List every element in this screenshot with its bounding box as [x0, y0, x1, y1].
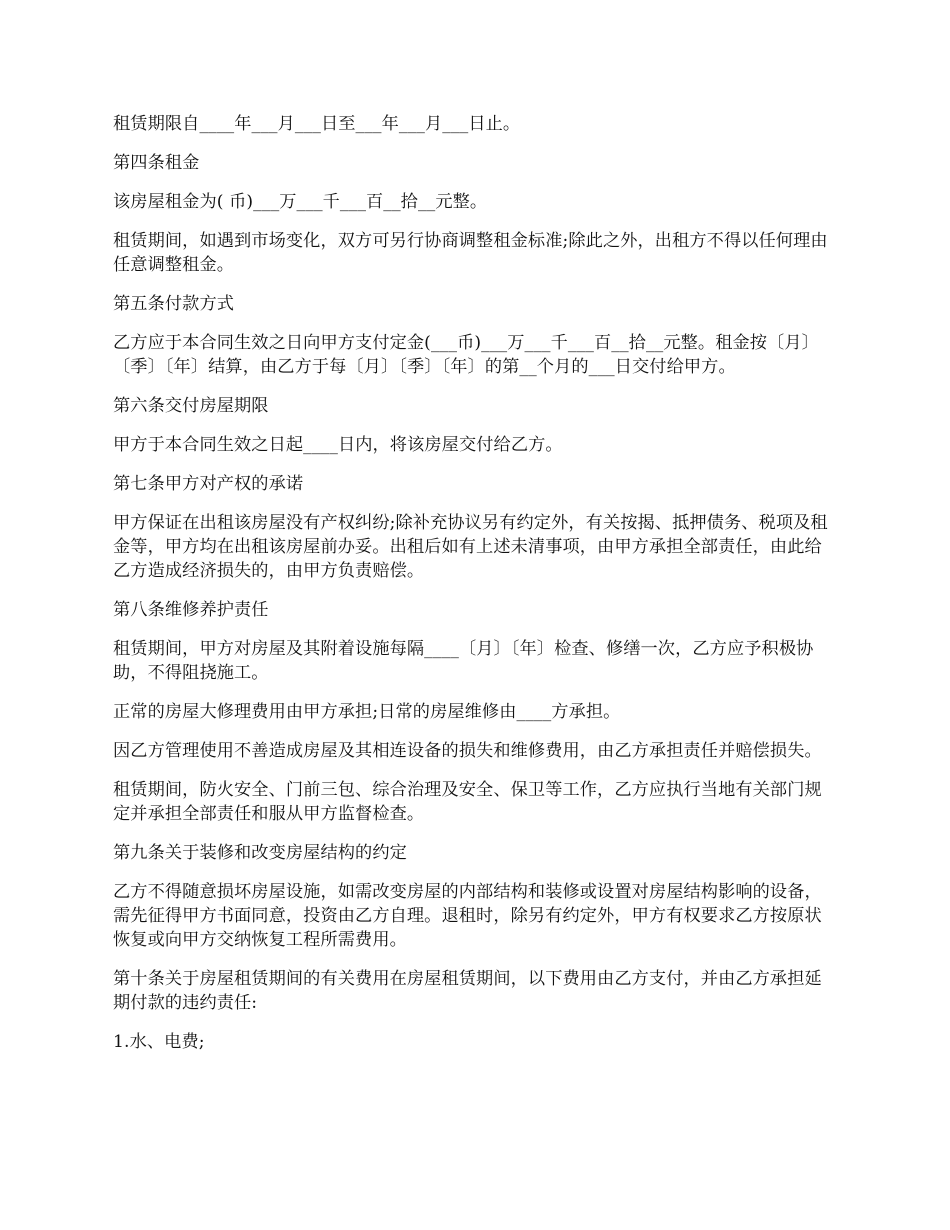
rent-amount-text: 该房屋租金为( 币)___万___千___百__拾__元整。: [113, 192, 488, 212]
property-rights-text: 甲方保证在出租该房屋没有产权纠纷;除补充协议另有约定外，有关按揭、抵押债务、税项及租金等，甲方均在出租该房屋前办妥。出租后如有上述未清事项，由甲方承担全部责任，由此给乙方造成经济损失的，由甲方负责赔偿。: [113, 513, 828, 581]
article-4-heading: 第四条租金: [113, 153, 200, 173]
damage-liability-text: 因乙方管理使用不善造成房屋及其相连设备的损失和维修费用，由乙方承担责任并赔偿损失。: [113, 741, 822, 761]
article-5-heading: 第五条付款方式: [113, 294, 235, 314]
maintenance-inspection-text: 租赁期间，甲方对房屋及其附着设施每隔____〔月〕〔年〕检查、修缮一次，乙方应予积极协助，不得阻挠施工。: [113, 639, 814, 683]
repair-cost-text: 正常的房屋大修理费用由甲方承担;日常的房屋维修由____方承担。: [113, 702, 621, 722]
article-6-heading: 第六条交付房屋期限: [113, 396, 269, 416]
payment-method-text: 乙方应于本合同生效之日向甲方支付定金(___币)___万___千___百__拾__元整。租金按〔月〕〔季〕〔年〕结算，由乙方于每〔月〕〔季〕〔年〕的第__个月的___日交付给甲方。: [113, 333, 819, 377]
fee-item-1: 1.水、电费;: [113, 1032, 205, 1052]
delivery-term-text: 甲方于本合同生效之日起____日内，将该房屋交付给乙方。: [113, 435, 563, 455]
renovation-text: 乙方不得随意损坏房屋设施，如需改变房屋的内部结构和装修或设置对房屋结构影响的设备，需先征得甲方书面同意，投资由乙方自理。退租时，除另有约定外，甲方有权要求乙方按原状恢复或向甲方交纳恢复工程所需费用。: [113, 882, 822, 950]
article-9-heading: 第九条关于装修和改变房屋结构的约定: [113, 843, 407, 863]
document-page: [113, 112, 839, 1069]
article-8-heading: 第八条维修养护责任: [113, 600, 269, 620]
rent-adjustment-text: 租赁期间，如遇到市场变化，双方可另行协商调整租金标准;除此之外，出租方不得以任何理由任意调整租金。: [113, 231, 828, 275]
article-7-heading: 第七条甲方对产权的承诺: [113, 474, 304, 494]
article-10-text: 第十条关于房屋租赁期间的有关费用在房屋租赁期间，以下费用由乙方支付，并由乙方承担延期付款的违约责任:: [113, 969, 822, 1013]
safety-duty-text: 租赁期间，防火安全、门前三包、综合治理及安全、保卫等工作，乙方应执行当地有关部门规定并承担全部责任和服从甲方监督检查。: [113, 780, 822, 824]
lease-term-text: 租赁期限自____年___月___日至___年___月___日止。: [113, 114, 521, 134]
